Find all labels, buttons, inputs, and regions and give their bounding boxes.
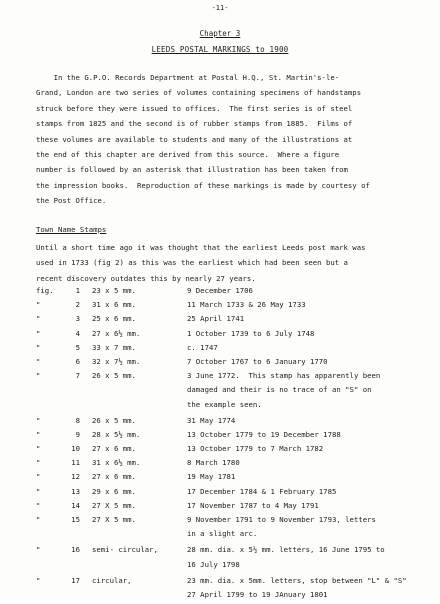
chapter-title: LEEDS POSTAL MARKINGS to 1900 (151, 45, 289, 54)
figure-description-line: 16 July 1798 (187, 559, 240, 569)
figure-number: 7 (75, 371, 80, 381)
figure-row (36, 284, 436, 298)
figure-description (187, 428, 437, 442)
figure-description (187, 499, 437, 513)
figure-description (187, 470, 437, 484)
figure-label: " (36, 314, 41, 324)
figure-description (187, 298, 437, 312)
figure-label: " (36, 328, 41, 338)
intro-line: the impression books. Reproduction of these markings is made by courtesy of (36, 180, 370, 190)
figure-label: " (36, 429, 41, 439)
figure-description-line: 7 October 1767 to 6 January 1770 (187, 356, 328, 366)
figure-number: 15 (71, 515, 80, 525)
figure-description-line: 19 May 1781 (187, 472, 236, 482)
figure-description-line: 28 mm. dia. x 5½ mm. letters, 16 June 1795 to (187, 545, 385, 555)
figure-description-line: 25 April 1741 (187, 314, 245, 324)
figure-description-line: 31 May 1774 (187, 415, 236, 425)
figure-description (187, 355, 437, 369)
figure-number: 4 (75, 328, 80, 338)
figure-size: 27 X 5 mm. (92, 515, 136, 525)
figure-size: circular, (92, 575, 132, 585)
figure-row (36, 499, 436, 513)
figure-label: " (36, 486, 41, 496)
figure-label: fig. (36, 286, 54, 295)
figure-size: 32 x 7½ mm. (92, 356, 141, 366)
town-stamps-paragraph (36, 240, 436, 286)
figure-label: " (36, 545, 41, 555)
figure-row (36, 485, 436, 499)
figure-description-line: 3 June 1772. This stamp has apparently been (187, 371, 381, 381)
figure-description-line: 9 December 1706 (187, 286, 253, 295)
figure-number: 5 (75, 342, 80, 352)
intro-line: these volumes are available to students and many of the illustrations at (36, 134, 353, 144)
figure-label: " (36, 415, 41, 425)
intro-paragraph (36, 70, 436, 209)
figure-row (36, 574, 436, 602)
figure-number: 16 (71, 545, 80, 555)
figure-description (187, 312, 437, 326)
figure-description (187, 574, 437, 602)
figure-number: 12 (71, 472, 80, 482)
figure-number: 11 (71, 458, 80, 468)
section-heading: Town Name Stamps (36, 225, 107, 234)
intro-line: Grand, London are two series of volumes containing specimens of handstamps (36, 88, 362, 98)
figure-description (187, 284, 437, 298)
figure-number: 2 (75, 300, 80, 310)
figure-label: " (36, 458, 41, 468)
figure-size: 26 x 5 mm. (92, 371, 136, 381)
figure-number: 17 (71, 575, 80, 585)
figure-description (187, 513, 437, 541)
figure-description-line: 27 April 1799 to 19 JAnuary 1801 (187, 590, 328, 599)
intro-line: number is followed by an asterisk that illustration has been taken from (36, 165, 348, 175)
figure-description-line: 13 October 1779 to 7 March 1782 (187, 444, 324, 454)
figure-description (187, 414, 437, 428)
figure-description-line: 11 March 1733 & 26 May 1733 (187, 300, 306, 310)
figure-size: 27 X 5 mm. (92, 500, 136, 510)
figure-description (187, 341, 437, 355)
figure-number: 14 (71, 500, 80, 510)
page-number: -11- (211, 4, 229, 12)
figure-row (36, 327, 436, 341)
figure-size: 28 x 5½ mm. (92, 429, 141, 439)
figure-label: " (36, 342, 41, 352)
figure-row (36, 414, 436, 428)
figure-size: 31 x 6½ mm. (92, 458, 141, 468)
figure-description-line: damaged and their is no trace of an "S" on (187, 385, 372, 395)
chapter-heading: Chapter 3 (199, 29, 241, 38)
figure-label: " (36, 300, 41, 310)
figure-description-line: the example seen. (187, 399, 262, 409)
figure-row (36, 543, 436, 571)
figure-description (187, 543, 437, 571)
figure-size: 27 x 6½ mm. (92, 328, 141, 338)
figure-description-line: 17 November 1787 to 4 May 1791 (187, 500, 319, 510)
figure-description-line: c. 1747 (187, 342, 218, 352)
figure-description-line: 9 November 1791 to 9 November 1793, letters (187, 515, 376, 525)
figure-number: 9 (75, 429, 80, 439)
paragraph-line: recent discovery outdates this by nearly 27 years. (36, 273, 256, 283)
figure-number: 13 (71, 486, 80, 496)
figure-row (36, 470, 436, 484)
figure-number: 8 (75, 415, 80, 425)
intro-line: stamps from 1825 and the second is of rubber stamps from 1885. Films of (36, 119, 353, 129)
figure-size: 27 x 6 mm. (92, 444, 136, 454)
figure-number: 10 (71, 444, 80, 454)
figure-label: " (36, 472, 41, 482)
figure-description (187, 327, 437, 341)
figure-size: semi- circular, (92, 545, 158, 555)
figure-row (36, 513, 436, 541)
figure-row (36, 355, 436, 369)
figure-label: " (36, 356, 41, 366)
figure-size: 29 x 6 mm. (92, 486, 136, 496)
figure-description (187, 442, 437, 456)
figure-label: " (36, 515, 41, 525)
figure-size: 26 x 5 mm. (92, 415, 136, 425)
intro-line: struck before they were issued to offices. The first series is of steel (36, 103, 353, 113)
figure-description-line: 17 December 1784 & 1 February 1785 (187, 486, 337, 496)
figure-description-line: 1 October 1739 to 6 July 1748 (187, 328, 315, 338)
figure-row (36, 341, 436, 355)
figure-description (187, 485, 437, 499)
figure-description-line: 8 March 1780 (187, 458, 240, 468)
figure-row (36, 456, 436, 470)
intro-line: the Post Office. (36, 196, 107, 206)
figure-description-line: 23 mm. dia. x 5mm. letters, stop between "L" & "S" (187, 575, 407, 585)
figure-label: " (36, 371, 41, 381)
figure-label: " (36, 575, 41, 585)
figure-size: 23 x 5 mm. (92, 286, 136, 295)
figure-description (187, 369, 437, 412)
figure-row (36, 442, 436, 456)
figure-size: 31 x 6 mm. (92, 300, 136, 310)
figure-label: " (36, 500, 41, 510)
figure-size: 25 x 6 mm. (92, 314, 136, 324)
figure-row (36, 298, 436, 312)
intro-line: the end of this chapter are derived from this source. Where a figure (36, 149, 340, 159)
figure-list (36, 284, 436, 604)
figure-row (36, 312, 436, 326)
figure-number: 3 (75, 314, 80, 324)
paragraph-line: Until a short time ago it was thought that the earliest Leeds post mark was (36, 243, 366, 252)
figure-label: " (36, 444, 41, 454)
figure-description (187, 456, 437, 470)
paragraph-line: used in 1733 (fig 2) as this was the earliest which had been seen but a (36, 258, 348, 268)
figure-row (36, 369, 436, 412)
figure-number: 6 (75, 356, 80, 366)
figure-description-line: in a slight arc. (187, 529, 258, 539)
figure-size: 33 x 7 mm. (92, 342, 136, 352)
figure-size: 27 x 6 mm. (92, 472, 136, 482)
figure-description-line: 13 October 1779 to 19 December 1788 (187, 429, 341, 439)
figure-row (36, 428, 436, 442)
intro-line: In the G.P.O. Records Department at Postal H.Q., St. Martin's-le- (36, 73, 340, 82)
figure-number: 1 (75, 286, 80, 295)
